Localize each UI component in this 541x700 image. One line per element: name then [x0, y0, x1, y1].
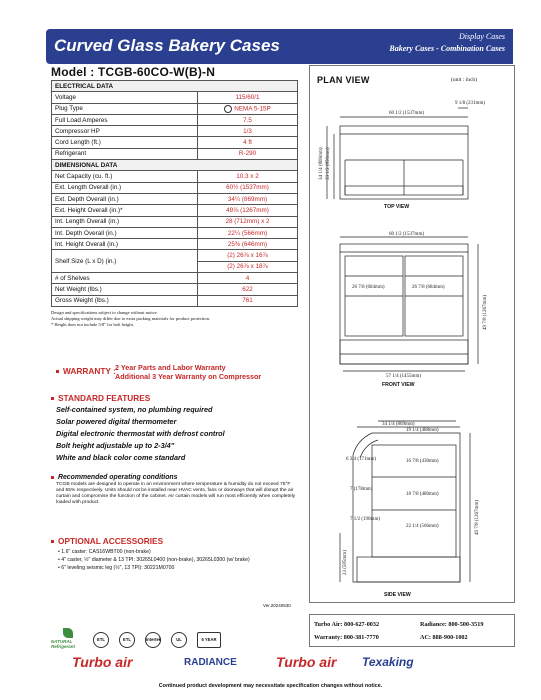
dimensional-heading: DIMENSIONAL DATA [52, 160, 298, 171]
features-list [56, 405, 225, 465]
header-banner [46, 29, 513, 64]
accessories-heading: OPTIONAL ACCESSORIES [58, 536, 164, 546]
ul-icon: UL [171, 632, 187, 648]
unit-label: (unit : inch) [451, 77, 477, 83]
dim-top-small: 9 1/8 (231mm) [455, 101, 485, 106]
spec-notes: Design and specifications subject to change without notice. Actual shipping weight may differ due to extra packing materials for product protection. * Height does not include 5/8" for bolt height. [51, 309, 210, 327]
list-item: White and black color come standard [56, 453, 186, 462]
turbo-air-logo: Turbo air [72, 654, 133, 670]
dim-side-f: 22 1/4 (566mm) [406, 524, 439, 529]
dim-front-base: 57 1/4 (1455mm) [386, 374, 421, 379]
table-row: Ext. Depth Overall (in.) 34¼ (869mm) [52, 193, 298, 204]
radiance-logo: RADIANCE [184, 657, 237, 668]
table-row: Int. Depth Overall (in.) 22¼ (566mm) [52, 227, 298, 238]
plug-icon [224, 105, 232, 113]
bullet-icon [51, 476, 54, 479]
warranty-label: WARRANTY : [63, 366, 116, 376]
spec-table-section [51, 80, 298, 328]
contact-turbo-air: Turbo Air: 800-627-0032 [314, 621, 380, 628]
leaf-icon [63, 628, 73, 638]
operating-heading: Recommended operating conditions [58, 474, 178, 481]
spec-table [51, 80, 298, 307]
table-row: Ext. Height Overall (in.)* 49⅞ (1267mm) [52, 205, 298, 216]
dim-front-shelf-left: 26 7/8 (684mm) [352, 285, 385, 290]
plan-view-heading: PLAN VIEW [317, 75, 370, 85]
bullet-icon [51, 540, 54, 543]
version-label: Ver.20240530 [263, 603, 291, 608]
table-row: Cord Length (ft.) 4 ft [52, 137, 298, 148]
dim-side-d: 18 7/8 (480mm) [406, 492, 439, 497]
category-line-2: Bakery Cases - Combination Cases [389, 44, 505, 53]
turbo-air-logo-2: Turbo air [276, 654, 337, 670]
bullet-icon [51, 397, 54, 400]
operating-conditions [51, 474, 298, 506]
page-title: Curved Glass Bakery Cases [54, 36, 280, 55]
table-row: Gross Weight (lbs.) 761 [52, 295, 298, 306]
dim-top-depth1: 34 1/4 (869mm) [319, 147, 324, 180]
bullet-icon [56, 370, 59, 373]
model-number: Model : TCGB-60CO-W(B)-N [51, 65, 216, 79]
table-row: Plug Type NEMA 5-15P [52, 103, 298, 114]
intertek-icon: Intertek [145, 632, 161, 648]
list-item: Bolt height adjustable up to 2-3/4" [56, 441, 175, 450]
front-view-label: FRONT VIEW [382, 382, 415, 388]
table-row: Int. Length Overall (in.) 28 (712mm) x 2 [52, 216, 298, 227]
list-item: • 4" caster, ½" diameter & 13 TPI: 30265L0400 (non-brake), 30265L0300 (w/ brake) [58, 557, 250, 564]
table-row: Net Capacity (cu. ft.) 10.3 x 2 [52, 171, 298, 182]
list-item: Digital electronic thermostat with defrost control [56, 429, 225, 438]
table-row: # of Shelves 4 [52, 273, 298, 284]
table-row: Voltage 115/60/1 [52, 92, 298, 103]
table-row: Compressor HP 1/3 [52, 126, 298, 137]
dim-side-base: 23 (585mm) [343, 550, 348, 575]
list-item: Solar powered digital thermometer [56, 417, 177, 426]
table-row: Net Weight (lbs.) 622 [52, 284, 298, 295]
dim-top-depth2: 33 1/2 (850mm) [326, 147, 331, 180]
table-row: Shelf Size (L x D) (in.) (2) 26⅞ x 16⅞ [52, 250, 298, 261]
texaking-logo: Texaking [362, 655, 414, 669]
table-row: Ext. Length Overall (in.) 60½ (1537mm) [52, 182, 298, 193]
dim-side-c: 7 (178mm) [350, 487, 373, 492]
table-row: Full Load Amperes 7.5 [52, 114, 298, 125]
contact-radiance: Radiance: 800-500-3519 [420, 621, 484, 628]
dim-side-e: 7 1/2 (190mm) [350, 517, 380, 522]
dim-side-b: 16 7/8 (430mm) [406, 459, 439, 464]
etl-icon: ETL [93, 632, 109, 648]
list-item: • 6" leveling seismic leg (½", 13 TPI): 30221M0700 [58, 565, 175, 572]
table-row: Int. Height Overall (in.) 25⅜ (646mm) [52, 239, 298, 250]
electrical-heading: ELECTRICAL DATA [52, 81, 298, 92]
table-row: (2) 26⅞ x 18⅞ [52, 261, 298, 272]
five-year-icon: 5 YEAR [197, 632, 221, 648]
contact-warranty: Warranty: 800-381-7770 [314, 634, 379, 641]
dim-front-height: 49 7/8 (1267mm) [483, 295, 488, 330]
contact-box [309, 614, 515, 647]
side-view-label: SIDE VIEW [384, 592, 411, 598]
contact-ac: AC: 888-900-1002 [420, 634, 468, 641]
dim-side-top: 19 1/4 (488mm) [406, 428, 439, 433]
dim-front-width: 60 1/2 (1537mm) [389, 232, 424, 237]
dim-side-depth: 34 1/4 (869mm) [382, 422, 415, 427]
list-item: • 1.6" caster: CAS16WBT00 (non-brake) [58, 549, 151, 555]
warranty-line-2: Additional 3 Year Warranty on Compressor [115, 372, 262, 381]
etl-sanitation-icon: ETL [119, 632, 135, 648]
dim-side-height: 49 7/8 (1267mm) [475, 500, 480, 535]
category-line-1: Display Cases [459, 32, 505, 41]
top-view-label: TOP VIEW [384, 204, 410, 210]
dim-top-width: 60 1/2 (1537mm) [389, 111, 424, 116]
operating-body: TCGB models are designed to operate in an environment where temperature & humidity do not exceed 75°F and 55% respectively. Units should not be installed near HVAC vents, fans or doorways that will disrupt the air curtain and compromise the function of the cabinet. Air curtain models will run most efficiently when completely loaded with product. [56, 482, 296, 506]
accessories-list [58, 548, 250, 573]
natural-refrigerant-logo: NATURAL Refrigerant [51, 628, 85, 652]
features-heading: STANDARD FEATURES [58, 393, 151, 403]
table-row: Refrigerant R-290 [52, 148, 298, 159]
dim-side-a: 6 3/4 (171mm) [346, 457, 376, 462]
warranty-line-1: 2 Year Parts and Labor Warranty [115, 363, 226, 372]
brand-logos [72, 652, 472, 675]
dim-front-shelf-right: 26 7/8 (684mm) [412, 285, 445, 290]
drawings-panel [309, 65, 515, 603]
footer-note: Continued product development may necessitate specification changes without notice. [158, 683, 383, 689]
list-item: Self-contained system, no plumbing required [56, 405, 213, 414]
